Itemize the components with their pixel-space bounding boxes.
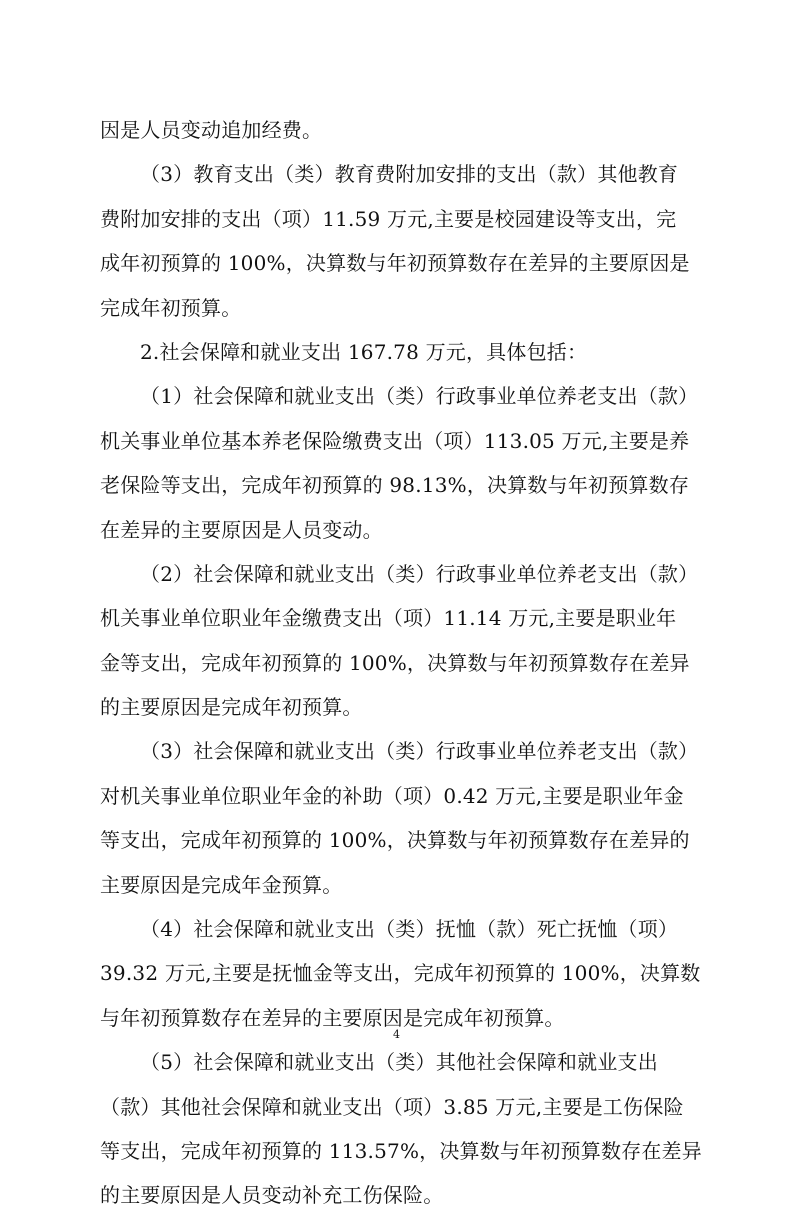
text-line: 金等支出，完成年初预算的 100%，决算数与年初预算数存在差异 — [100, 650, 690, 675]
text-line: 机关事业单位职业年金缴费支出（项）11.14 万元,主要是职业年 — [100, 606, 677, 631]
text-line: 老保险等支出，完成年初预算的 98.13%，决算数与年初预算数存 — [100, 473, 690, 498]
text-line: 完成年初预算。 — [100, 295, 242, 320]
document-body — [100, 108, 700, 1218]
text-line: 的主要原因是人员变动补充工伤保险。 — [100, 1183, 444, 1208]
text-line: 等支出，完成年初预算的 100%，决算数与年初预算数存在差异的 — [100, 828, 690, 853]
text-line: （2）社会保障和就业支出（类）行政事业单位养老支出（款） — [140, 561, 699, 586]
text-line: 等支出，完成年初预算的 113.57%，决算数与年初预算数存在差异 — [100, 1138, 702, 1163]
section-heading: 2.社会保障和就业支出 167.78 万元，具体包括： — [140, 339, 588, 364]
text-line: 成年初预算的 100%，决算数与年初预算数存在差异的主要原因是 — [100, 251, 690, 276]
text-line: （4）社会保障和就业支出（类）抚恤（款）死亡抚恤（项） — [140, 917, 679, 942]
text-line: 在差异的主要原因是人员变动。 — [100, 517, 383, 542]
text-line: 与年初预算数存在差异的主要原因是完成年初预算。 — [100, 1005, 565, 1030]
text-line: 因是人员变动追加经费。 — [100, 118, 323, 142]
page-number: 4 — [393, 1028, 400, 1041]
text-line: （3）社会保障和就业支出（类）行政事业单位养老支出（款） — [140, 739, 699, 764]
text-line: 主要原因是完成年金预算。 — [100, 872, 343, 897]
text-line: 机关事业单位基本养老保险缴费支出（项）113.05 万元,主要是养 — [100, 428, 690, 453]
text-line: （1）社会保障和就业支出（类）行政事业单位养老支出（款） — [140, 384, 699, 409]
text-line: 对机关事业单位职业年金的补助（项）0.42 万元,主要是职业年金 — [100, 783, 684, 808]
text-line: 39.32 万元,主要是抚恤金等支出，完成年初预算的 100%，决算数 — [100, 961, 701, 986]
text-line: （3）教育支出（类）教育费附加安排的支出（款）其他教育 — [140, 162, 679, 187]
text-line: （款）其他社会保障和就业支出（项）3.85 万元,主要是工伤保险 — [100, 1094, 684, 1119]
text-line: 的主要原因是完成年初预算。 — [100, 695, 363, 720]
text-line: 费附加安排的支出（项）11.59 万元,主要是校园建设等支出，完 — [100, 206, 677, 231]
text-line: （5）社会保障和就业支出（类）其他社会保障和就业支出 — [140, 1050, 658, 1075]
